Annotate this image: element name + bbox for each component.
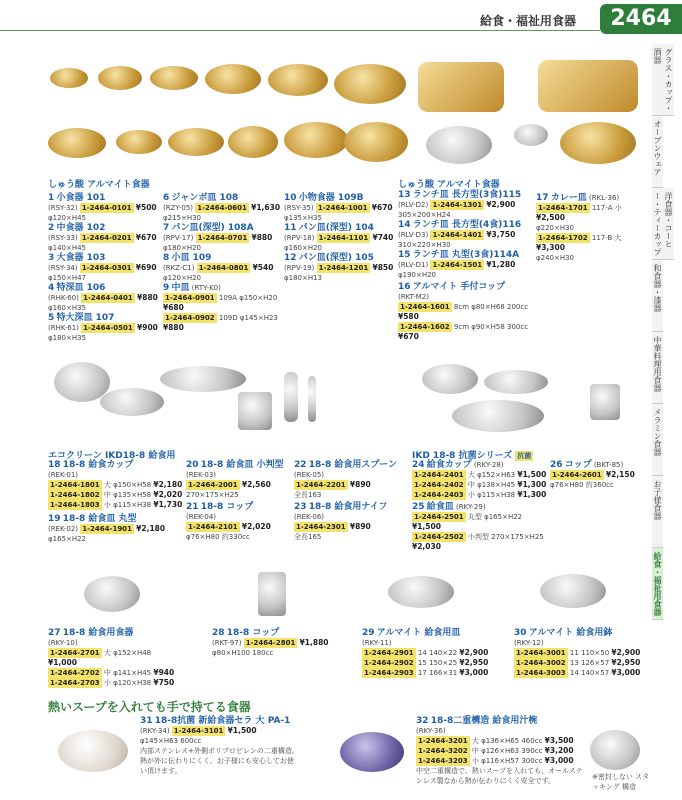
side-tab-glass[interactable]: グラス・カップ・酒器 <box>652 44 674 116</box>
plate-image <box>268 64 328 96</box>
oval-plate-image <box>160 366 246 392</box>
side-tab-japanese[interactable]: 和食器・漆器 <box>652 260 663 332</box>
cup-image <box>258 572 286 616</box>
side-tab-school[interactable]: 給食・福祉用食器 <box>652 548 663 620</box>
tray-image <box>418 62 504 112</box>
item-7: 7 パン皿(深型) 108A (RPV-17) 1-2464-0701 ¥880 φ180×H20 <box>163 223 273 252</box>
item-9: 9 中皿 (RTY-K0) 1-2464-0901 109A φ150×H20 ¥680 1-2464-0902 109D φ145×H23 ¥880 <box>163 283 278 332</box>
item-6: 6 ジャンボ皿 108 (RZY-05) 1-2464-0601 ¥1,630 φ215×H30 <box>163 193 281 222</box>
item-19: 19 18-8 給食皿 丸型 (REK-02) 1-2464-1901 ¥2,180 φ165×H22 <box>48 514 166 543</box>
oval-plate-image <box>452 400 544 432</box>
item-29: 29 アルマイト 給食用皿 (RKY-11) 1-2464-2901 14 140×22 ¥2,900 1-2464-2902 15 150×25 ¥2,950 1-2464-2903 17 166×31 ¥3,000 <box>362 628 489 677</box>
item-25: 25 給食皿 (RKY-29) 1-2464-2501 丸型 φ165×H22 ¥1,500 1-2464-2502 小判型 270×175×H25 ¥2,030 <box>412 502 544 551</box>
page-number: 2464 <box>600 4 682 34</box>
item-22: 22 18-8 給食用スプーン (REK-05) 1-2464-2201 ¥890 全長163 <box>294 460 397 499</box>
item-11: 11 パン皿(深型) 104 (RPV-18) 1-2464-1101 ¥740 φ160×H20 <box>284 223 394 252</box>
item-3: 3 大食器 103 (RSY-34) 1-2464-0301 ¥690 φ150×H47 <box>48 253 157 282</box>
plate-image <box>484 370 548 394</box>
plate-image <box>100 388 164 416</box>
cup-image <box>514 124 548 146</box>
item-13: 13 ランチ皿 長方型(3食)115 (RLV-D2) 1-2464-1301 ¥2,900 305×200×H24 <box>398 190 522 219</box>
item-2: 2 中食器 102 (RSY-33) 1-2464-0201 ¥670 φ140×H45 <box>48 223 157 252</box>
item-4: 4 特深皿 106 (RHK-60) 1-2464-0401 ¥880 φ160×H35 <box>48 283 158 312</box>
hot-soup-title: 熱いスープを入れても手で持てる食器 <box>48 700 251 714</box>
item-16: 16 アルマイト 手付コップ (RKT-M2) 1-2464-1601 8cm φ80×H68 200cc ¥580 1-2464-1602 9cm φ90×H58 300cc ¥670 <box>398 282 529 341</box>
side-tabs <box>652 44 682 620</box>
bowl-image <box>422 364 478 394</box>
plate-image <box>284 122 348 158</box>
lunch-plate-image <box>426 126 492 164</box>
plate-image <box>48 128 106 158</box>
bowl-image <box>84 576 140 612</box>
bowl-image <box>540 574 606 608</box>
col-left <box>48 193 160 343</box>
bowl-image <box>150 66 198 90</box>
cup-image <box>238 392 272 430</box>
item-21: 21 18-8 コップ (REK-04) 1-2464-2101 ¥2,020 φ76×H80 約330cc <box>186 502 271 541</box>
item-12: 12 パン皿(深型) 105 (RPV-19) 1-2464-1201 ¥850 φ180×H13 <box>284 253 394 282</box>
plate-image <box>116 130 162 154</box>
bowl-image <box>98 66 142 90</box>
side-tab-western[interactable]: 洋食器・コーヒー・ティーカップ <box>652 188 674 260</box>
plate-image <box>228 126 278 158</box>
side-tab-melamine[interactable]: メラミン食器 <box>652 404 663 476</box>
bowl-image <box>340 732 404 772</box>
item-31: 31 18-8抗菌 新給食器セラ 大 PA-1 (RKY-34) 1-2464-3101 ¥1,500 φ145×H63 600cc 内部ステンレス+外側ポリプロピレンの二重構造。熱が外に伝わりにくく、お子様にも安心してお使い頂けます。 <box>140 716 299 775</box>
plate-image <box>388 576 454 608</box>
item-26: 26 コップ (BKT-85) 1-2464-2601 ¥2,150 φ76×H80 約360cc <box>550 460 635 489</box>
cup-image <box>590 384 620 420</box>
item-23: 23 18-8 給食用ナイフ (REK-06) 1-2464-2301 ¥890 全長165 <box>294 502 388 541</box>
spoon-image <box>284 372 298 422</box>
category-title: 給食・福祉用食器 <box>480 14 577 28</box>
bowl-image <box>58 730 128 772</box>
item-27: 27 18-8 給食用食器 (RKY-10) 1-2464-2701 大 φ152×H48 ¥1,000 1-2464-2702 中 φ141×H45 ¥940 1-2464-2703 小 φ120×H38 ¥750 <box>48 628 175 687</box>
ikd-title: IKD 18-8 抗菌シリーズ 抗菌 <box>412 451 532 461</box>
item-24: 24 給食カップ (RKY-28) 1-2464-2401 大 φ152×H63 ¥1,500 1-2464-2402 中 φ138×H45 ¥1,300 1-2464-2403 小 φ115×H38 ¥1,300 <box>412 460 547 499</box>
col-right <box>284 193 396 283</box>
side-tab-kids[interactable]: お子様食器 <box>652 476 663 548</box>
section-title: しゅう酸 アルマイト食器 <box>48 180 150 190</box>
ecogreen-title: エコクリーン IKD18-8 給食用 <box>48 451 176 461</box>
item-30: 30 アルマイト 給食用鉢 (RKY-12) 1-2464-3001 11 110×50 ¥2,900 1-2464-3002 13 126×57 ¥2,950 1-2464-3003 14 140×57 ¥3,000 <box>514 628 641 677</box>
plate-image <box>334 64 406 104</box>
plate-image <box>344 122 408 162</box>
side-tab-oven[interactable]: オーブンウェア <box>652 116 663 188</box>
plate-image <box>205 64 261 94</box>
curry-plate-image <box>560 122 636 164</box>
item-8: 8 小皿 109 (RKZ-C1) 1-2464-0801 ¥540 φ120×H20 <box>163 253 274 282</box>
item-18: 18 18-8 給食カップ (REK-01) 1-2464-1801 大 φ150×H58 ¥2,180 1-2464-1802 中 φ135×H58 ¥2,020 1-2464-1803 小 φ115×H38 ¥1,730 <box>48 460 183 509</box>
item-14: 14 ランチ皿 長方型(4食)116 (RLV-D3) 1-2464-1401 ¥3,750 310×220×H30 <box>398 220 522 249</box>
stack-bowl-image <box>590 730 640 770</box>
bowl-image <box>50 68 88 88</box>
page-header <box>0 0 682 40</box>
knife-image <box>308 376 316 422</box>
section-aluminum <box>48 180 150 190</box>
plate-image <box>168 128 224 156</box>
col-lunch <box>398 180 532 342</box>
item-28: 28 18-8 コップ (RKT-97) 1-2464-2801 ¥1,880 φ80×H100 180cc <box>212 628 329 657</box>
item-32: 32 18-8二重構造 給食用汁椀 (RKY-36) 1-2464-3201 大 φ136×H65 460cc ¥3,500 1-2464-3202 中 φ126×H63 390cc ¥3,200 1-2464-3203 小 φ116×H57 300cc ¥3,000 中空二重構造で、熱いスープを入れても、オールステンレス製なから熱が伝わりにくく安全です。 <box>416 716 583 785</box>
item-17: 17 カレー皿 (RKL-36) 1-2464-1701 117-A 小 ¥2,500 φ220×H30 1-2464-1702 117-B 大 ¥3,300 φ240×H30 <box>536 193 622 262</box>
header-rule <box>0 30 600 31</box>
side-tab-chinese[interactable]: 中華料理用食器 <box>652 332 663 404</box>
item-5: 5 特大深皿 107 (RHK-61) 1-2464-0501 ¥900 φ180×H35 <box>48 313 158 342</box>
item-20: 20 18-8 給食皿 小判型 (REK-03) 1-2464-2001 ¥2,560 270×175×H25 <box>186 460 284 499</box>
item-1: 1 小食器 101 (RSY-32) 1-2464-0101 ¥500 φ120×H45 <box>48 193 157 222</box>
item-10: 10 小物食器 109B (RSY-35) 1-2464-1001 ¥670 φ135×H35 <box>284 193 393 222</box>
item-15: 15 ランチ皿 丸型(3食)114A (RLV-D1) 1-2464-1501 ¥1,280 φ190×H20 <box>398 250 520 279</box>
col-mid <box>163 193 281 333</box>
tray-image <box>538 60 638 112</box>
section2-title: しゅう酸 アルマイト食器 <box>398 180 500 190</box>
stacking-note: ※密封しない スタッキング 構造 <box>592 773 650 791</box>
